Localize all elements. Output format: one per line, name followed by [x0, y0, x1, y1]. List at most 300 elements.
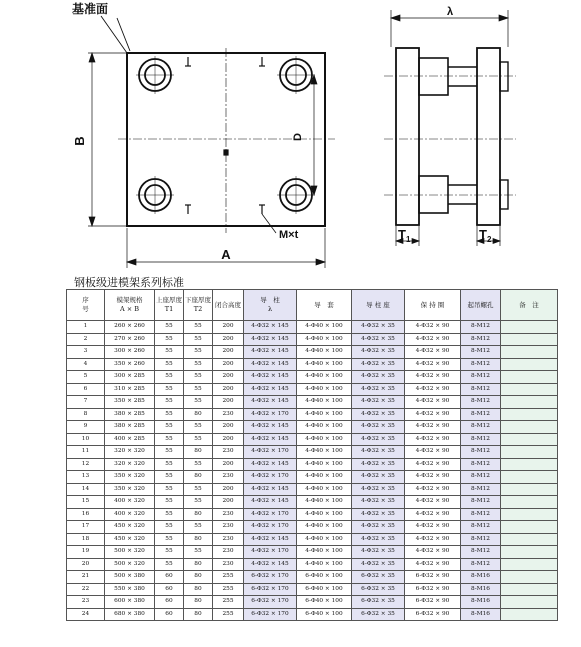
- table-cell: 55: [184, 496, 213, 509]
- dim-b-lines: [88, 53, 126, 226]
- table-cell: 230: [213, 558, 244, 571]
- table-cell: 6-Φ32 × 90: [405, 608, 461, 621]
- table-cell: 55: [155, 521, 184, 534]
- table-cell: 6-Φ32 × 170: [244, 596, 297, 609]
- table-cell: 8-M12: [461, 371, 501, 384]
- table-cell: 9: [67, 421, 105, 434]
- table-cell: 80: [184, 533, 213, 546]
- table-cell: 55: [155, 396, 184, 409]
- table-cell: 8-M12: [461, 446, 501, 459]
- table-cell: 200: [213, 433, 244, 446]
- table-cell: [501, 383, 558, 396]
- table-cell: 4-Φ32 × 35: [352, 533, 405, 546]
- table-row: [67, 371, 558, 384]
- table-cell: 55: [155, 483, 184, 496]
- table-cell: [501, 371, 558, 384]
- table-cell: 55: [155, 471, 184, 484]
- dim-d-label: D: [292, 133, 304, 141]
- table-row: [67, 471, 558, 484]
- table-cell: 6-Φ40 × 100: [297, 596, 352, 609]
- table-cell: [501, 608, 558, 621]
- table-cell: 8-M12: [461, 433, 501, 446]
- column-header-label: 模架规格: [116, 296, 143, 304]
- table-cell: [501, 571, 558, 584]
- table-cell: 6-Φ40 × 100: [297, 608, 352, 621]
- table-cell: 8-M16: [461, 608, 501, 621]
- table-cell: 8-M16: [461, 583, 501, 596]
- table-cell: 255: [213, 571, 244, 584]
- table-cell: 8-M12: [461, 471, 501, 484]
- table-cell: 4-Φ32 × 90: [405, 333, 461, 346]
- table-cell: 55: [155, 346, 184, 359]
- table-cell: 200: [213, 458, 244, 471]
- column-header-sublabel: 号: [82, 305, 89, 313]
- table-cell: 6-Φ32 × 35: [352, 608, 405, 621]
- column-header: [105, 290, 155, 321]
- table-cell: 55: [155, 546, 184, 559]
- table-cell: 4-Φ32 × 90: [405, 483, 461, 496]
- table-row: [67, 358, 558, 371]
- table-cell: 600 × 380: [105, 596, 155, 609]
- column-header-sublabel: T2: [193, 305, 203, 313]
- table-cell: 4-Φ40 × 100: [297, 533, 352, 546]
- table-row: [67, 396, 558, 409]
- table-cell: 4-Φ32 × 35: [352, 546, 405, 559]
- table-row: [67, 346, 558, 359]
- table-cell: 4-Φ32 × 90: [405, 421, 461, 434]
- table-cell: 4-Φ40 × 100: [297, 421, 352, 434]
- column-header: [297, 290, 352, 321]
- table-cell: 350 × 260: [105, 358, 155, 371]
- table-cell: 6-Φ32 × 90: [405, 571, 461, 584]
- table-cell: 550 × 380: [105, 583, 155, 596]
- table-cell: 4-Φ32 × 145: [244, 371, 297, 384]
- table-cell: 4-Φ32 × 90: [405, 533, 461, 546]
- table-cell: 55: [155, 333, 184, 346]
- dim-b-label: B: [72, 136, 87, 146]
- table-cell: 4-Φ32 × 170: [244, 471, 297, 484]
- table-cell: 17: [67, 521, 105, 534]
- table-cell: 4-Φ32 × 35: [352, 558, 405, 571]
- table-cell: 8-M12: [461, 533, 501, 546]
- table-cell: 200: [213, 358, 244, 371]
- table-cell: 55: [184, 321, 213, 334]
- table-cell: 4-Φ32 × 90: [405, 458, 461, 471]
- lambda-label: λ: [446, 6, 454, 18]
- table-cell: 200: [213, 396, 244, 409]
- table-cell: 18: [67, 533, 105, 546]
- table-row: [67, 596, 558, 609]
- table-cell: 4-Φ40 × 100: [297, 371, 352, 384]
- table-cell: 4-Φ40 × 100: [297, 558, 352, 571]
- table-cell: 55: [155, 433, 184, 446]
- table-cell: [501, 583, 558, 596]
- table-body: [67, 321, 558, 621]
- column-header: [461, 290, 501, 321]
- table-row: [67, 383, 558, 396]
- table-cell: 4-Φ32 × 145: [244, 396, 297, 409]
- table-cell: 4-Φ32 × 35: [352, 433, 405, 446]
- table-cell: 4-Φ32 × 35: [352, 496, 405, 509]
- table-cell: 55: [184, 371, 213, 384]
- table-cell: 11: [67, 446, 105, 459]
- table-cell: 4-Φ32 × 35: [352, 383, 405, 396]
- table-cell: 6-Φ32 × 170: [244, 608, 297, 621]
- table-cell: 4-Φ32 × 145: [244, 558, 297, 571]
- table-cell: 260 × 260: [105, 321, 155, 334]
- table-cell: 8-M12: [461, 521, 501, 534]
- table-cell: 230: [213, 508, 244, 521]
- table-cell: 8-M12: [461, 333, 501, 346]
- table-cell: 400 × 320: [105, 496, 155, 509]
- t2-label-main: T: [479, 227, 487, 242]
- column-header: [501, 290, 558, 321]
- table-cell: [501, 496, 558, 509]
- table-cell: 55: [184, 458, 213, 471]
- table-cell: 8-M12: [461, 383, 501, 396]
- table-row: [67, 333, 558, 346]
- table-cell: 3: [67, 346, 105, 359]
- table-cell: 60: [155, 571, 184, 584]
- table-cell: 4-Φ32 × 145: [244, 433, 297, 446]
- t1-label-sub: 1: [405, 235, 411, 244]
- table-cell: 230: [213, 446, 244, 459]
- table-cell: 14: [67, 483, 105, 496]
- table-cell: 60: [155, 583, 184, 596]
- table-cell: 4-Φ32 × 35: [352, 483, 405, 496]
- table-cell: 55: [155, 358, 184, 371]
- table-cell: 55: [155, 558, 184, 571]
- table-cell: 6-Φ32 × 170: [244, 571, 297, 584]
- table-cell: 6-Φ32 × 35: [352, 571, 405, 584]
- column-header-label: 上座厚度: [156, 296, 182, 304]
- table-cell: 80: [184, 596, 213, 609]
- table-cell: 6-Φ32 × 35: [352, 583, 405, 596]
- t1-label: [398, 227, 411, 244]
- table-cell: 8-M12: [461, 496, 501, 509]
- table-cell: 4-Φ32 × 35: [352, 446, 405, 459]
- table-cell: 4-Φ32 × 90: [405, 358, 461, 371]
- table-cell: 80: [184, 471, 213, 484]
- table-cell: [501, 321, 558, 334]
- table-cell: 4-Φ32 × 35: [352, 371, 405, 384]
- table-cell: 8-M12: [461, 346, 501, 359]
- table-cell: 4-Φ40 × 100: [297, 433, 352, 446]
- table-cell: [501, 408, 558, 421]
- table-cell: 4-Φ40 × 100: [297, 321, 352, 334]
- table-cell: 4-Φ32 × 35: [352, 458, 405, 471]
- table-row: [67, 433, 558, 446]
- table-cell: 55: [155, 371, 184, 384]
- table-cell: 200: [213, 346, 244, 359]
- table-cell: 230: [213, 471, 244, 484]
- table-cell: 4-Φ32 × 90: [405, 446, 461, 459]
- table-cell: 4-Φ32 × 145: [244, 421, 297, 434]
- table-cell: 55: [184, 421, 213, 434]
- table-cell: 4-Φ40 × 100: [297, 458, 352, 471]
- table-cell: 4-Φ32 × 170: [244, 408, 297, 421]
- table-cell: 680 × 380: [105, 608, 155, 621]
- table-cell: 55: [184, 383, 213, 396]
- table-cell: 4-Φ32 × 145: [244, 533, 297, 546]
- table-row: [67, 408, 558, 421]
- table-cell: 55: [155, 408, 184, 421]
- table-cell: 80: [184, 558, 213, 571]
- table-cell: 4-Φ32 × 90: [405, 546, 461, 559]
- table-cell: [501, 346, 558, 359]
- table-cell: 4-Φ32 × 35: [352, 346, 405, 359]
- table-cell: 4-Φ32 × 170: [244, 508, 297, 521]
- table-cell: 320 × 320: [105, 458, 155, 471]
- table-cell: 6-Φ32 × 90: [405, 583, 461, 596]
- table-cell: 4-Φ32 × 170: [244, 546, 297, 559]
- table-header-row: [67, 290, 558, 321]
- table-cell: 4-Φ32 × 90: [405, 346, 461, 359]
- technical-drawings: [0, 0, 581, 272]
- table-cell: 4: [67, 358, 105, 371]
- table-cell: 8-M12: [461, 483, 501, 496]
- table-cell: [501, 533, 558, 546]
- t2-label: [479, 227, 492, 244]
- table-cell: 255: [213, 583, 244, 596]
- table-cell: 60: [155, 596, 184, 609]
- table-cell: 4-Φ40 × 100: [297, 358, 352, 371]
- table-cell: 4-Φ32 × 90: [405, 408, 461, 421]
- table-cell: 16: [67, 508, 105, 521]
- table-cell: [501, 483, 558, 496]
- column-header-sublabel: A × B: [119, 305, 140, 313]
- column-header-label: 序: [82, 296, 89, 304]
- table-cell: 300 × 260: [105, 346, 155, 359]
- column-header-label: 保 持 圈: [420, 300, 445, 309]
- table-cell: 4-Φ32 × 90: [405, 521, 461, 534]
- table-cell: 500 × 320: [105, 546, 155, 559]
- t2-label-sub: 2: [486, 235, 492, 244]
- table-cell: [501, 433, 558, 446]
- table-cell: 4-Φ32 × 170: [244, 521, 297, 534]
- table-cell: 8-M12: [461, 421, 501, 434]
- table-row: [67, 608, 558, 621]
- table-cell: 200: [213, 321, 244, 334]
- table-cell: 80: [184, 571, 213, 584]
- table-cell: 55: [155, 533, 184, 546]
- table-cell: 10: [67, 433, 105, 446]
- table-row: [67, 458, 558, 471]
- table-cell: 4-Φ40 × 100: [297, 383, 352, 396]
- table-cell: 4-Φ32 × 90: [405, 496, 461, 509]
- table-cell: [501, 546, 558, 559]
- table-cell: 6-Φ32 × 170: [244, 583, 297, 596]
- column-header: [155, 290, 184, 321]
- table-cell: [501, 458, 558, 471]
- table-cell: 400 × 285: [105, 433, 155, 446]
- column-header: [352, 290, 405, 321]
- table-cell: 4-Φ32 × 145: [244, 483, 297, 496]
- table-cell: 6-Φ32 × 90: [405, 596, 461, 609]
- table-cell: 4-Φ40 × 100: [297, 546, 352, 559]
- table-cell: 230: [213, 546, 244, 559]
- table-cell: 8-M12: [461, 546, 501, 559]
- table-cell: 230: [213, 533, 244, 546]
- table-cell: 55: [155, 458, 184, 471]
- table-cell: 8-M12: [461, 508, 501, 521]
- table-cell: [501, 446, 558, 459]
- table-cell: 4-Φ32 × 35: [352, 408, 405, 421]
- dim-a-label: A: [221, 247, 231, 262]
- t1-label-main: T: [398, 227, 406, 242]
- table-cell: 55: [155, 421, 184, 434]
- column-header: [244, 290, 297, 321]
- table-cell: 80: [184, 446, 213, 459]
- table-cell: 8-M12: [461, 408, 501, 421]
- table-cell: 4-Φ32 × 145: [244, 321, 297, 334]
- table-cell: 270 × 260: [105, 333, 155, 346]
- column-header-label: 起吊螺孔: [467, 300, 494, 309]
- column-header-label: 导 柱 座: [366, 300, 390, 309]
- table-cell: 15: [67, 496, 105, 509]
- table-cell: 4-Φ32 × 35: [352, 396, 405, 409]
- table-cell: 4-Φ32 × 145: [244, 346, 297, 359]
- table-cell: 55: [184, 433, 213, 446]
- table-row: [67, 533, 558, 546]
- table-cell: 4-Φ40 × 100: [297, 483, 352, 496]
- column-header-label: 下座厚度: [185, 296, 211, 304]
- table-cell: 350 × 320: [105, 483, 155, 496]
- table-cell: 8: [67, 408, 105, 421]
- side-view-drawing: [384, 10, 516, 246]
- table-cell: 55: [184, 358, 213, 371]
- table-cell: 310 × 285: [105, 383, 155, 396]
- table-cell: 4-Φ40 × 100: [297, 396, 352, 409]
- table-row: [67, 508, 558, 521]
- table-cell: 6-Φ40 × 100: [297, 583, 352, 596]
- column-header-sublabel: λ: [267, 305, 273, 313]
- table-row: [67, 546, 558, 559]
- table-cell: 13: [67, 471, 105, 484]
- table-cell: 5: [67, 371, 105, 384]
- table-cell: 200: [213, 483, 244, 496]
- table-cell: 4-Φ40 × 100: [297, 346, 352, 359]
- table-cell: 55: [155, 446, 184, 459]
- table-cell: 4-Φ32 × 35: [352, 521, 405, 534]
- table-cell: 300 × 285: [105, 371, 155, 384]
- table-cell: 6-Φ32 × 35: [352, 596, 405, 609]
- table-cell: 4-Φ32 × 90: [405, 383, 461, 396]
- table-cell: 4-Φ32 × 90: [405, 321, 461, 334]
- table-cell: 8-M12: [461, 558, 501, 571]
- table-row: [67, 421, 558, 434]
- table-cell: [501, 471, 558, 484]
- table-cell: 400 × 320: [105, 508, 155, 521]
- table-cell: 200: [213, 421, 244, 434]
- table-cell: 19: [67, 546, 105, 559]
- table-cell: 500 × 320: [105, 558, 155, 571]
- table-cell: 60: [155, 608, 184, 621]
- table-cell: 320 × 320: [105, 446, 155, 459]
- table-cell: 4-Φ40 × 100: [297, 408, 352, 421]
- column-header-label: 闭合高度: [215, 300, 241, 309]
- table-cell: 80: [184, 583, 213, 596]
- table-row: [67, 571, 558, 584]
- table-cell: 4-Φ40 × 100: [297, 521, 352, 534]
- table-cell: 4-Φ32 × 35: [352, 358, 405, 371]
- table-cell: [501, 421, 558, 434]
- table-cell: 4-Φ32 × 35: [352, 508, 405, 521]
- table-cell: 8-M16: [461, 596, 501, 609]
- table-cell: 55: [155, 496, 184, 509]
- table-cell: [501, 396, 558, 409]
- table-cell: [501, 521, 558, 534]
- datum-face-label: 基准面: [72, 2, 109, 16]
- table-cell: 4-Φ32 × 35: [352, 471, 405, 484]
- column-header: [405, 290, 461, 321]
- table-cell: 4-Φ32 × 90: [405, 558, 461, 571]
- table-cell: 6-Φ40 × 100: [297, 571, 352, 584]
- table-cell: 255: [213, 608, 244, 621]
- table-cell: 4-Φ32 × 35: [352, 333, 405, 346]
- table-cell: 4-Φ40 × 100: [297, 508, 352, 521]
- specification-table: [66, 289, 558, 621]
- table-cell: 4-Φ32 × 90: [405, 433, 461, 446]
- table-row: [67, 483, 558, 496]
- table-cell: 255: [213, 596, 244, 609]
- table-cell: [501, 333, 558, 346]
- table-cell: 24: [67, 608, 105, 621]
- table-cell: [501, 558, 558, 571]
- table-cell: 4-Φ32 × 90: [405, 371, 461, 384]
- table-cell: 6: [67, 383, 105, 396]
- table-cell: 80: [184, 508, 213, 521]
- table-cell: 4-Φ32 × 90: [405, 508, 461, 521]
- table-cell: 4-Φ32 × 35: [352, 421, 405, 434]
- table-row: [67, 496, 558, 509]
- table-cell: 8-M12: [461, 358, 501, 371]
- table-cell: 23: [67, 596, 105, 609]
- datum-leader: [101, 16, 130, 53]
- table-cell: 8-M12: [461, 321, 501, 334]
- table-row: [67, 521, 558, 534]
- table-cell: 4-Φ32 × 145: [244, 358, 297, 371]
- table-cell: 55: [184, 521, 213, 534]
- column-header-label: 备 注: [519, 300, 539, 309]
- table-cell: [501, 596, 558, 609]
- table-cell: 500 × 380: [105, 571, 155, 584]
- table-cell: 4-Φ32 × 35: [352, 321, 405, 334]
- table-cell: 230: [213, 408, 244, 421]
- table-cell: 55: [155, 321, 184, 334]
- table-cell: 4-Φ32 × 90: [405, 396, 461, 409]
- table-cell: 8-M12: [461, 458, 501, 471]
- table-cell: 55: [184, 333, 213, 346]
- column-header: [67, 290, 105, 321]
- table-cell: 22: [67, 583, 105, 596]
- table-row: [67, 583, 558, 596]
- table-cell: 200: [213, 383, 244, 396]
- table-cell: 55: [184, 546, 213, 559]
- thread-label: M×t: [279, 229, 299, 241]
- table-cell: 20: [67, 558, 105, 571]
- table-cell: 200: [213, 371, 244, 384]
- table-cell: 230: [213, 521, 244, 534]
- table-cell: 380 × 285: [105, 421, 155, 434]
- table-cell: 200: [213, 496, 244, 509]
- table-cell: 7: [67, 396, 105, 409]
- table-cell: 4-Φ32 × 145: [244, 333, 297, 346]
- table-row: [67, 558, 558, 571]
- table-cell: 80: [184, 608, 213, 621]
- table-cell: 55: [184, 483, 213, 496]
- table-cell: 8-M16: [461, 571, 501, 584]
